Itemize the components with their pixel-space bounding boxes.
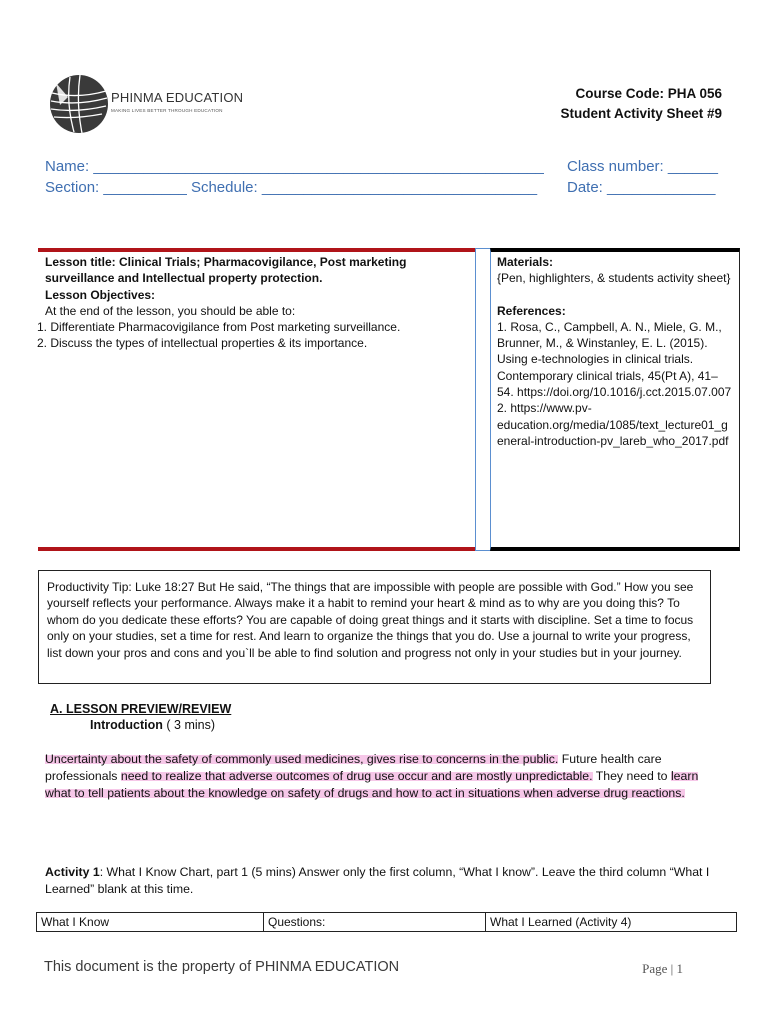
column-header: Questions: (264, 913, 486, 932)
divider (475, 248, 476, 551)
course-code: Course Code: PHA 056 (575, 86, 722, 101)
highlighted-text: Uncertainty about the safety of commonly used medicines, gives rise to concerns in the public. (45, 752, 559, 766)
lesson-content (37, 254, 470, 352)
logo-name: PHINMA EDUCATION (111, 90, 244, 105)
list-item: 1. Differentiate Pharmacovigilance from Post marketing surveillance. (37, 320, 401, 335)
phinma-logo-mark-icon (48, 73, 108, 135)
divider (475, 248, 491, 249)
highlighted-text: learn what to tell patients about the knowledge on safety of drugs and how to act in situations when adverse drug reactions. (45, 769, 699, 800)
lesson-title: Lesson title: Clinical Trials; Pharmacovigilance, Post marketing surveillance and Intellectual property protection. (45, 255, 407, 286)
references-label: References: (497, 303, 566, 318)
date-field[interactable]: Date: _____________ (567, 179, 716, 196)
materials-text: {Pen, highlighters, & students activity sheet} (497, 271, 731, 286)
highlighted-text: need to realize that adverse outcomes of drug use occur and are mostly unpredictable. (120, 769, 593, 783)
name-field[interactable]: Name: ______________________________________________________ (45, 158, 544, 175)
page-number: Page | 1 (642, 961, 683, 976)
column-header: What I Know (37, 913, 264, 932)
what-i-know-table (36, 912, 737, 932)
section-heading: A. LESSON PREVIEW/REVIEW (50, 702, 232, 716)
class-number-field[interactable]: Class number: ______ (567, 158, 718, 175)
logo-tagline: MAKING LIVES BETTER THROUGH EDUCATION (111, 108, 223, 113)
lesson-intro: At the end of the lesson, you should be able to: (45, 303, 296, 318)
table-row (37, 913, 737, 932)
reference-item: 1. Rosa, C., Campbell, A. N., Miele, G. M., Brunner, M., & Winstanley, E. L. (2015). Using e-technologies in clinical trials. Contemporary clinical trials, 45(Pt A), 41–54. https://doi.org/10.1016/j.cct.2015.07.007 (497, 319, 732, 400)
section-schedule-field[interactable]: Section: __________ Schedule: _________________________________ (45, 179, 538, 196)
productivity-tip: Productivity Tip: Luke 18:27 But He said, “The things that are impossible with people are possible with God.” How you see yourself reflects your performance. Always make it a habit to remind your heart & mind as to why are you doing this? To whom do you dedicate these efforts? You are capable of doing great things and it starts with discipline. Set a time to focus only on your studies, set a time for rest. And learn to organize the things that you do. Use a journal to write your progress, list down your pros and cons and you`ll be able to find solution and progress not only in your studies but in your journey. (38, 570, 711, 684)
divider (475, 550, 491, 551)
reference-item: 2. https://www.pv-education.org/media/1085/text_lecture01_general-introduction-pv_lareb_who_2017.pdf (497, 401, 729, 448)
sheet-title: Student Activity Sheet #9 (560, 106, 722, 121)
column-header: What I Learned (Activity 4) (486, 913, 737, 932)
intro-paragraph: Uncertainty about the safety of commonly used medicines, gives rise to concerns in the public. Future health care professionals need to realize that adverse outcomes of drug use occur and are mostly unpredictable. They need to learn what to tell patients about the knowledge on safety of drugs and how to act in situations when adverse drug reactions. (45, 752, 699, 800)
lesson-objectives-label: Lesson Objectives: (45, 287, 156, 302)
phinma-logo (48, 73, 248, 137)
materials-content (497, 254, 732, 449)
footer-property: This document is the property of PHINMA EDUCATION (44, 959, 400, 975)
activity-1: Activity 1: What I Know Chart, part 1 (5 mins) Answer only the first column, “What I know”. Leave the third column “What I Learned” blank at this time. (45, 865, 710, 896)
introduction-heading: Introduction ( 3 mins) (90, 718, 215, 732)
materials-label: Materials: (497, 255, 554, 269)
objective-list (37, 319, 470, 352)
list-item: 2. Discuss the types of intellectual properties & its importance. (37, 336, 368, 351)
